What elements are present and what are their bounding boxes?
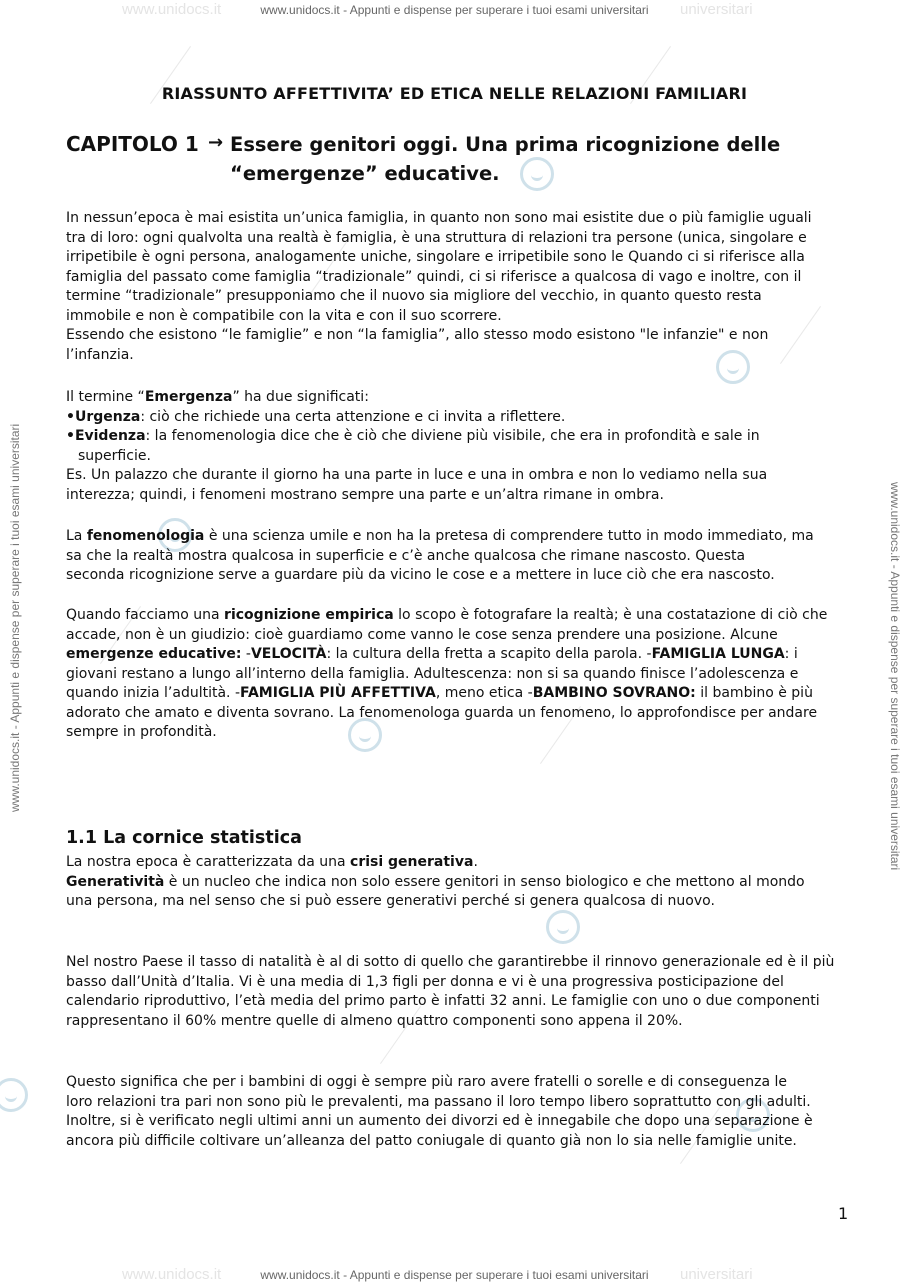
text-span: quando inizia l’adultità. - <box>66 685 241 701</box>
text-line: una persona, ma nel senso che si può essere generativi perché si genera qualcosa di nuovo. <box>66 893 715 909</box>
bold-term: BAMBINO SOVRANO: <box>532 685 696 701</box>
section-title: 1.1 La cornice statistica <box>66 828 302 848</box>
paragraph-ricognizione <box>66 606 866 743</box>
paragraph-fenomenologia <box>66 527 866 586</box>
text-line: accade, non è un giudizio: cioè guardiamo come vanno le cose senza prendere una posizione. Alcune <box>66 626 778 643</box>
text-span: Il termine “ <box>66 389 145 405</box>
watermark-left-banner: www.unidocs.it - Appunti e dispense per superare i tuoi esami universitari <box>8 423 22 812</box>
text-line <box>66 684 866 704</box>
watermark-right-banner: www.unidocs.it - Appunti e dispense per superare i tuoi esami universitari <box>888 482 902 871</box>
bold-term: crisi generativa <box>350 854 474 870</box>
text-span: lo scopo è fotografare la realtà; è una costatazione di ciò che <box>393 607 828 623</box>
bold-term: Emergenza <box>144 389 233 405</box>
watermark-logo-icon <box>546 910 580 944</box>
text-line <box>66 645 866 665</box>
text-line: irripetibile è ogni persona, analogamente uniche, singolare e irripetibile sono le Quando ci si riferisce alla <box>66 249 805 265</box>
paragraph-families <box>66 209 866 365</box>
bold-term: FAMIGLIA LUNGA <box>651 646 785 662</box>
watermark-ghost-right: universitari <box>680 1 753 18</box>
text-span: è una scienza umile e non ha la pretesa di comprendere tutto in modo immediato, ma <box>204 528 814 544</box>
text-line: In nessun’epoca è mai esistita un’unica famiglia, in quanto non sono mai esistite due o più famiglie uguali <box>66 210 812 226</box>
paragraph-crisi-generativa <box>66 853 866 912</box>
watermark-banner-text: www.unidocs.it - Appunti e dispense per superare i tuoi esami universitari <box>260 1268 649 1282</box>
text-span: : i <box>784 646 798 662</box>
text-line <box>66 873 866 893</box>
text-line: giovani restano a lungo all’interno della famiglia. Adultescenza: non si sa quando finisce l’adolescenza e <box>66 665 799 682</box>
watermark-ghost-right: universitari <box>680 1266 753 1283</box>
text-line: tra di loro: ogni qualvolta una realtà è famiglia, è una struttura di relazioni tra persone (unica, singolare e <box>66 229 807 246</box>
bullet-item <box>66 427 866 447</box>
text-line <box>66 606 866 626</box>
text-line: loro relazioni tra pari non sono più le prevalenti, ma passano il loro tempo libero soprattutto con gli adulti. <box>66 1093 811 1110</box>
text-line: sempre in profondità. <box>66 724 217 740</box>
bold-term: fenomenologia <box>86 528 205 544</box>
chapter-title <box>230 130 790 188</box>
bold-term: ricognizione empirica <box>224 607 394 623</box>
watermark-bottom-banner <box>0 1268 909 1282</box>
text-line: rappresentano il 60% mentre quelle di almeno quattro componenti sono appena il 20%. <box>66 1012 683 1029</box>
text-span: : la cultura della fretta a scapito della parola. - <box>326 646 652 662</box>
paragraph-bambini <box>66 1073 866 1151</box>
watermark-ghost-left: www.unidocs.it <box>122 1266 222 1283</box>
bold-term: emergenze educative: <box>66 646 242 662</box>
document-title: RIASSUNTO AFFETTIVITA’ ED ETICA NELLE RELAZIONI FAMILIARI <box>161 84 748 103</box>
text-line: seconda ricognizione serve a guardare più da vicino le cose e a mettere in luce ciò che era nascosto. <box>66 567 775 583</box>
text-line: Nel nostro Paese il tasso di natalità è al di sotto di quello che garantirebbe il rinnovo generazionale ed è il più <box>66 954 835 970</box>
paragraph-emergenza <box>66 388 866 505</box>
text-span: il bambino è più <box>695 685 813 701</box>
watermark-logo-icon <box>0 1078 28 1112</box>
text-line: sa che la realtà mostra qualcosa in superficie e c’è anche qualcosa che rimane nascosto. Questa <box>66 547 746 564</box>
bold-term: Generatività <box>66 873 165 890</box>
text-line: interezza; quindi, i fenomeni mostrano sempre una parte e un’altra rimane in ombra. <box>66 486 664 503</box>
text-span: , meno etica - <box>435 685 533 701</box>
page-number: 1 <box>838 1204 849 1223</box>
text-line: superficie. <box>78 447 151 464</box>
chapter-title-line: “emergenze” educative. <box>230 162 500 185</box>
text-span: La nostra epoca è caratterizzata da una <box>66 854 351 870</box>
bold-term: •Urgenza <box>66 408 141 425</box>
watermark-ghost-left: www.unidocs.it <box>122 1 222 18</box>
text-line: basso dall’Unità d’Italia. Vi è una media di 1,3 figli per donna e vi è una progressiva posticipazione del <box>66 973 784 990</box>
text-line: ancora più difficile coltivare un’alleanza del patto coniugale di quanto già non lo sia nelle famiglie unite. <box>66 1132 797 1149</box>
chapter-label: CAPITOLO 1 <box>66 132 199 156</box>
text-line: Es. Un palazzo che durante il giorno ha una parte in luce e una in ombra e non lo vediamo nella sua <box>66 467 768 483</box>
text-span: : la fenomenologia dice che è ciò che diviene più visibile, che era in profondità e sale in <box>145 428 760 444</box>
text-line: termine “tradizionale” presupponiamo che il nuovo sia migliore del vecchio, in quanto questo resta <box>66 288 762 304</box>
text-line: Inoltre, si è verificato negli ultimi anni un aumento dei divorzi ed è innegabile che dopo una separazione è <box>66 1113 813 1129</box>
text-span: ” ha due significati: <box>232 389 369 405</box>
arrow-right-icon: → <box>208 132 224 153</box>
watermark-banner-text: www.unidocs.it - Appunti e dispense per superare i tuoi esami universitari <box>260 3 649 17</box>
text-line: Essendo che esistono “le famiglie” e non “la famiglia”, allo stesso modo esistono "le infanzie" e non <box>66 327 769 343</box>
text-line: Questo significa che per i bambini di oggi è sempre più raro avere fratelli o sorelle e di conseguenza le <box>66 1074 787 1090</box>
bold-term: FAMIGLIA PIÙ AFFETTIVA <box>240 685 436 701</box>
text-line <box>66 853 866 873</box>
text-line <box>66 527 866 547</box>
text-line: l’infanzia. <box>66 346 134 363</box>
text-span: - <box>241 646 251 662</box>
text-span: è un nucleo che indica non solo essere genitori in senso biologico e che mettono al mondo <box>164 873 805 890</box>
text-line: calendario riproduttivo, l’età media del primo parto è infatti 32 anni. Le famiglie con uno o due componenti <box>66 993 820 1009</box>
text-line <box>66 388 866 408</box>
bullet-item <box>66 408 866 428</box>
text-span: La <box>66 528 87 544</box>
text-span: Quando facciamo una <box>66 607 225 623</box>
text-span: . <box>473 854 478 870</box>
bold-term: VELOCITÀ <box>250 646 327 662</box>
text-span: : ciò che richiede una certa attenzione e ci invita a riflettere. <box>140 408 566 425</box>
paragraph-natalita <box>66 953 870 1031</box>
bold-term: •Evidenza <box>66 428 146 444</box>
watermark-top-banner <box>0 3 909 17</box>
text-line: immobile e non è compatibile con la vita e con il suo scorrere. <box>66 307 502 324</box>
chapter-title-line: Essere genitori oggi. Una prima ricognizione delle <box>230 133 781 156</box>
text-line: adorato che amato e diventa sovrano. La fenomenologa guarda un fenomeno, lo approfondisce per andare <box>66 704 818 721</box>
text-line: famiglia del passato come famiglia “tradizionale” quindi, ci si riferisce a qualcosa di vago e inoltre, con il <box>66 268 802 285</box>
